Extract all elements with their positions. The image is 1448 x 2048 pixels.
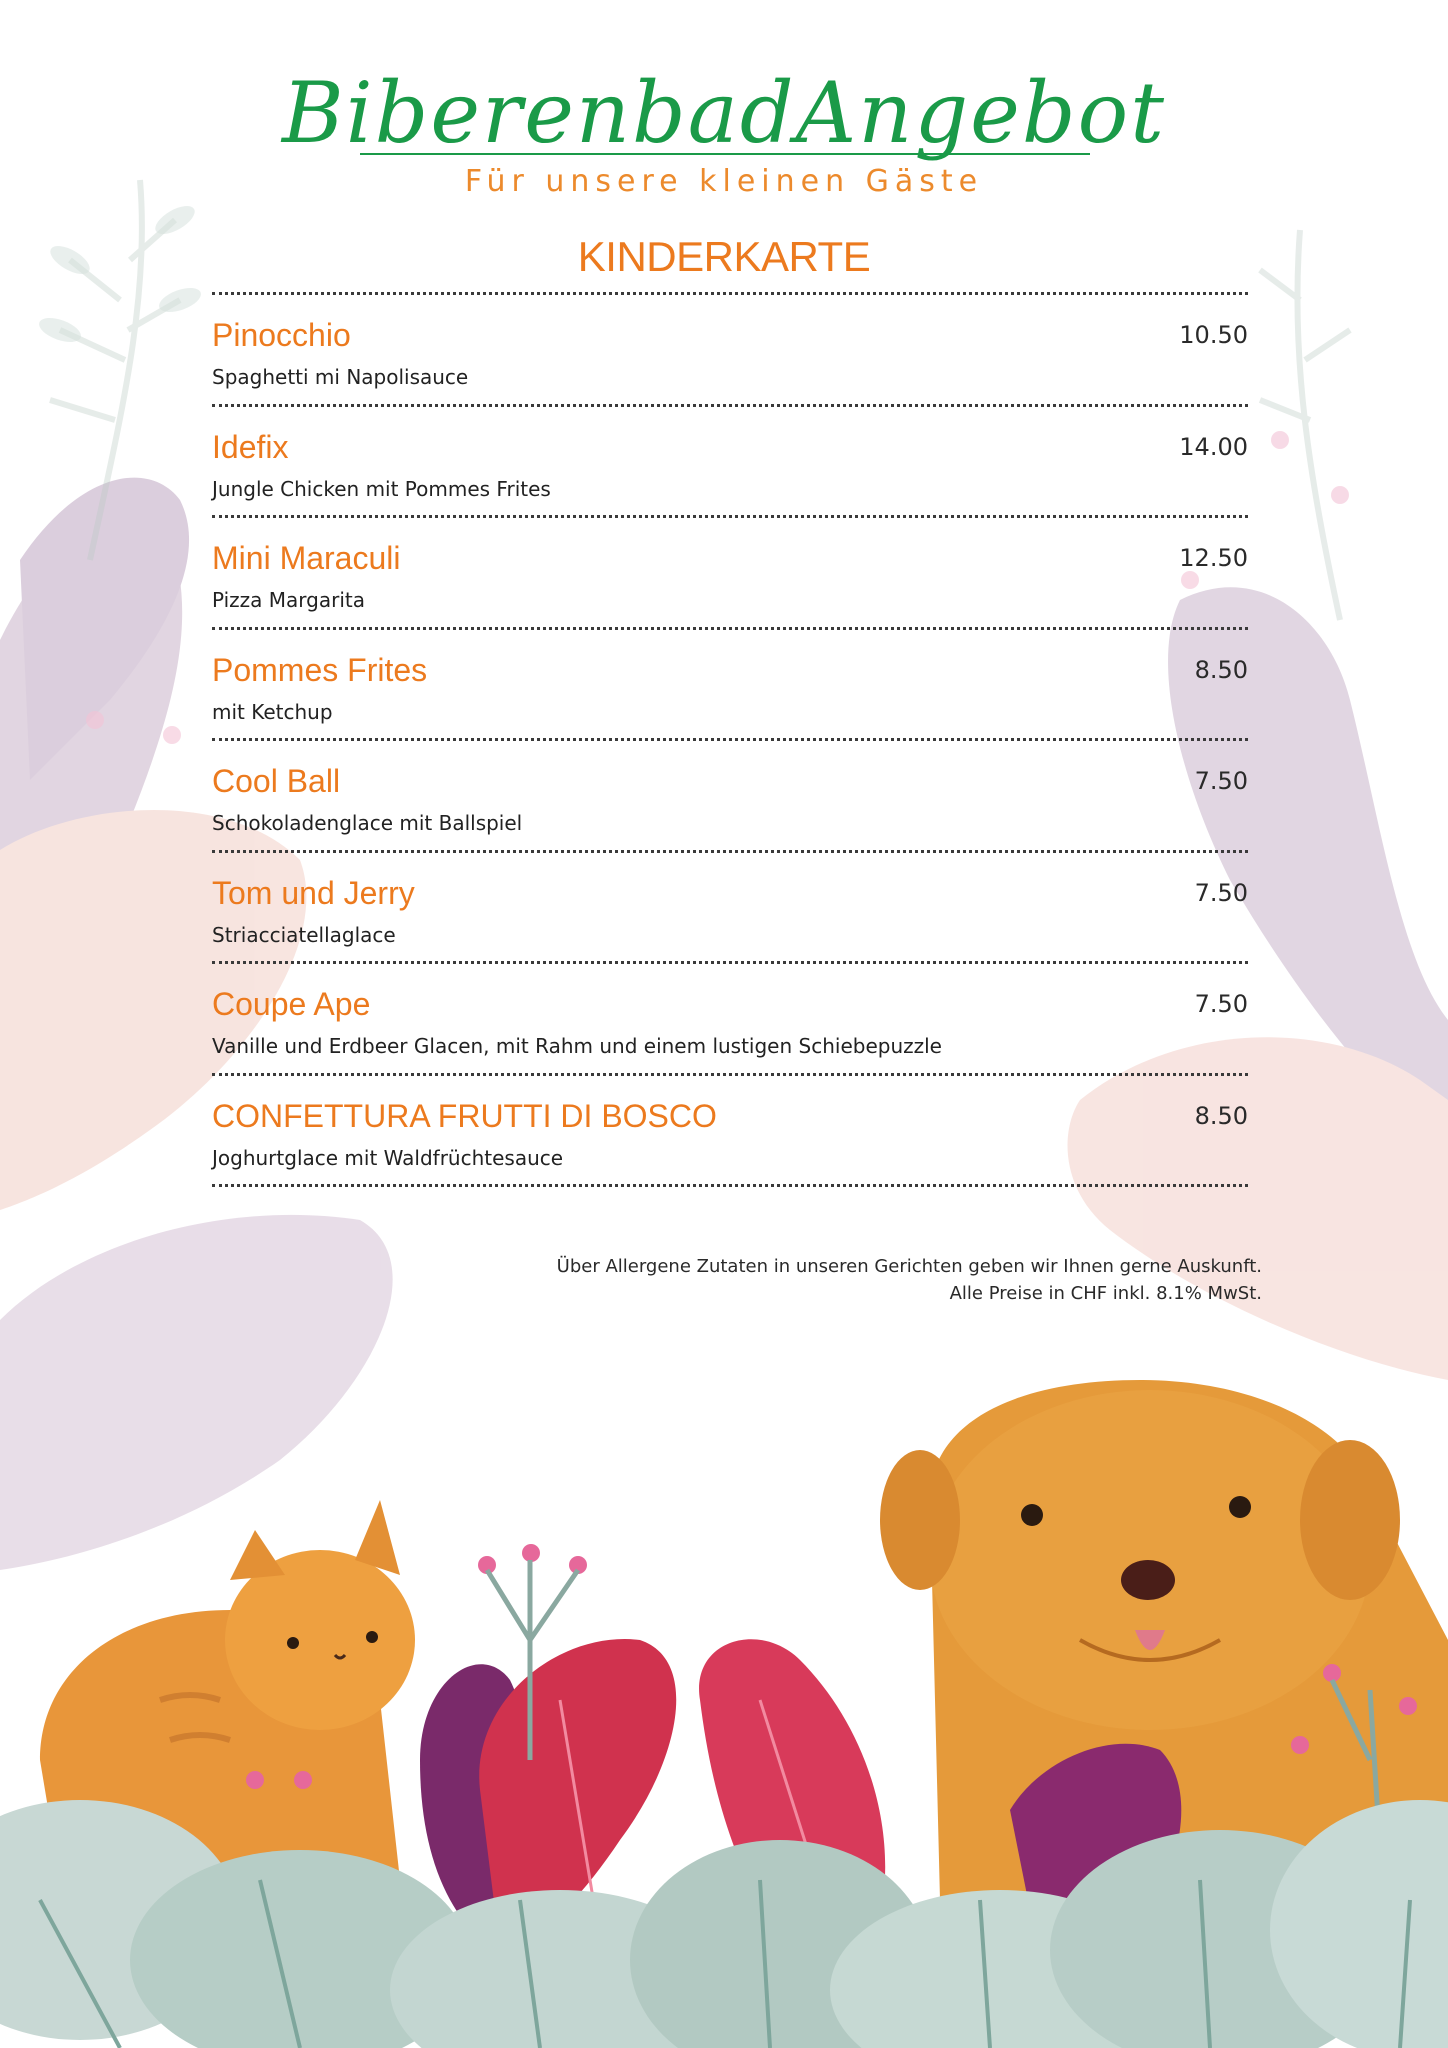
menu-list xyxy=(212,292,1248,1187)
item-price: 7.50 xyxy=(1194,878,1248,907)
item-description: mit Ketchup xyxy=(212,699,333,724)
divider xyxy=(212,1184,1248,1187)
item-description: Spaghetti mi Napolisauce xyxy=(212,365,469,389)
item-description: Vanille und Erdbeer Glacen, mit Rahm und einem lustigen Schiebepuzzle xyxy=(212,1034,942,1058)
item-name: Coupe Ape xyxy=(212,986,371,1022)
item-name: Pommes Frites xyxy=(212,651,428,688)
menu-item-tom-und-jerry xyxy=(212,853,1248,962)
brand-title: BiberenbadAngebot xyxy=(281,64,1166,162)
item-price: 12.50 xyxy=(1179,544,1248,572)
section-title: KINDERKARTE xyxy=(577,233,871,280)
item-price: 8.50 xyxy=(1194,1101,1248,1130)
item-price: 10.50 xyxy=(1179,321,1248,349)
item-name: Idefix xyxy=(212,428,289,465)
brand-underline-flourish xyxy=(360,152,1090,156)
item-description: Pizza Margarita xyxy=(212,588,365,612)
item-description: Jungle Chicken mit Pommes Frites xyxy=(212,476,551,501)
menu-item-idefix xyxy=(212,407,1248,516)
menu-item-coupe-ape xyxy=(212,964,1248,1073)
tagline: Für unsere kleinen Gäste xyxy=(464,164,984,199)
item-price: 8.50 xyxy=(1194,655,1248,684)
item-description: Schokoladenglace mit Ballspiel xyxy=(212,811,523,835)
item-name: Pinocchio xyxy=(212,317,351,353)
item-name: Cool Ball xyxy=(212,763,341,799)
footnote xyxy=(557,1253,1262,1307)
menu-item-confettura-frutti-di-bosco xyxy=(212,1076,1248,1185)
item-name: Mini Maraculi xyxy=(212,540,401,576)
price-note: Alle Preise in CHF inkl. 8.1% MwSt. xyxy=(949,1283,1262,1304)
allergen-note: Über Allergene Zutaten in unseren Gerichten geben wir Ihnen gerne Auskunft. xyxy=(556,1256,1262,1277)
item-description: Striacciatellaglace xyxy=(212,922,396,947)
item-price: 7.50 xyxy=(1194,990,1248,1018)
menu-item-mini-maraculi xyxy=(212,518,1248,627)
item-name: Tom und Jerry xyxy=(212,874,415,911)
menu-item-cool-ball xyxy=(212,741,1248,850)
item-name: CONFETTURA FRUTTI DI BOSCO xyxy=(212,1097,717,1134)
item-price: 7.50 xyxy=(1194,767,1248,795)
item-price: 14.00 xyxy=(1179,432,1248,461)
menu-item-pinocchio xyxy=(212,295,1248,404)
item-description: Joghurtglace mit Waldfrüchtesauce xyxy=(212,1145,564,1170)
menu-item-pommes-frites xyxy=(212,630,1248,739)
